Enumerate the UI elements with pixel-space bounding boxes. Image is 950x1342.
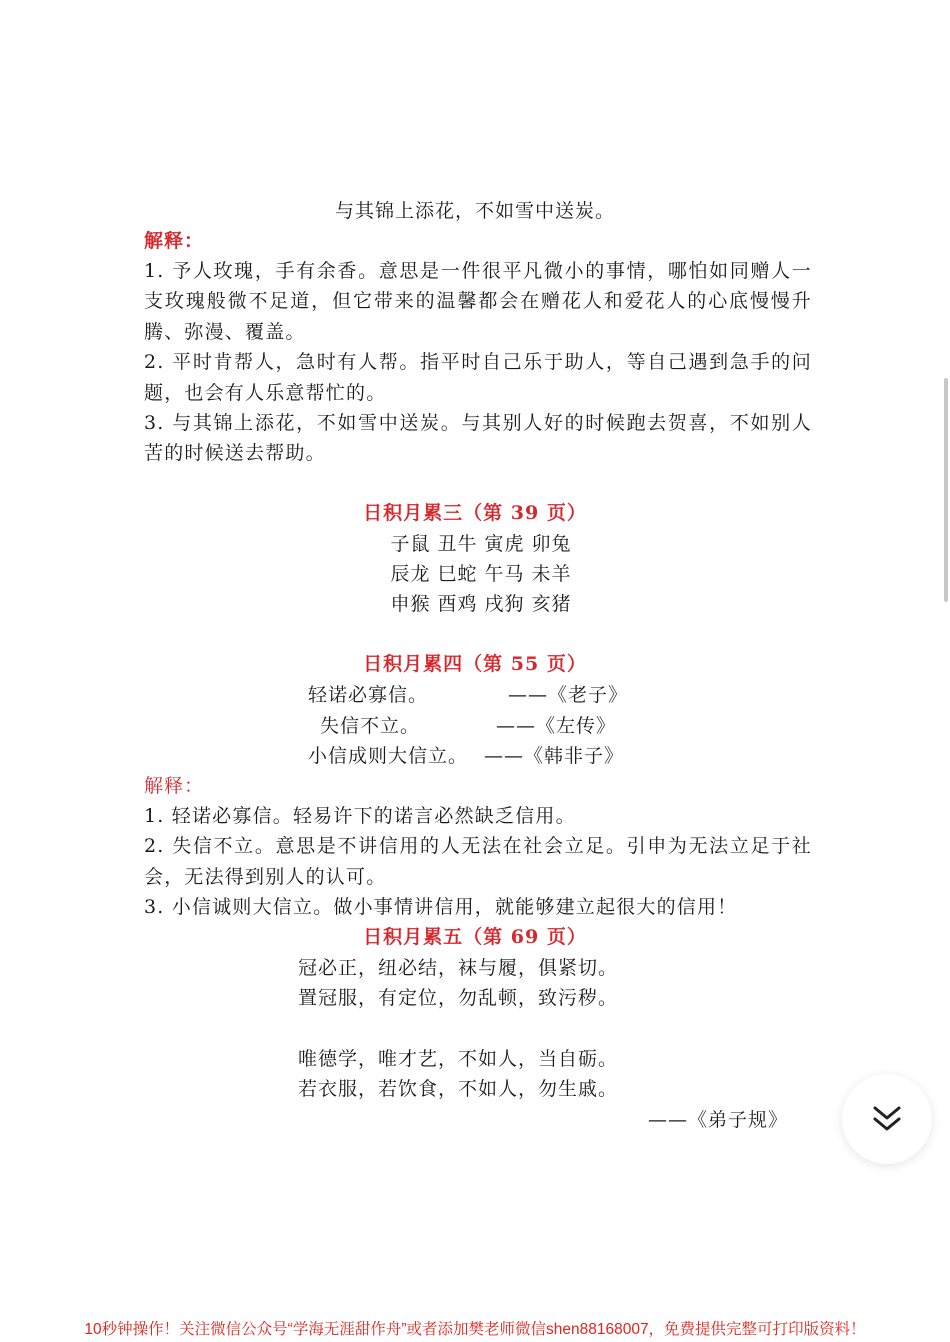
explanation-block-1 — [144, 256, 812, 469]
scrollbar[interactable] — [944, 378, 948, 602]
classic-source: ——《弟子规》 — [648, 1109, 789, 1131]
explanation-item: 1. 轻诺必寡信。轻易许下的诺言必然缺乏信用。 — [144, 805, 576, 827]
quote-text: 失信不立。 — [320, 715, 421, 737]
explanation-label-2: 解释： — [144, 775, 205, 797]
promo-footer: 10秒钟操作！关注微信公众号“学海无涯甜作舟”或者添加樊老师微信shen88168007，免费提供完整可打印版资料！ — [84, 1321, 866, 1338]
classic-line: 冠必正，纽必结，袜与履，俱紧切。 — [298, 957, 619, 979]
explanation-block-2 — [144, 801, 812, 923]
classic-line: 置冠服，有定位，勿乱顿，致污秽。 — [298, 987, 619, 1009]
top-quote-line: 与其锦上添花，不如雪中送炭。 — [334, 200, 615, 222]
zodiac-line: 辰龙 巳蛇 午马 未羊 — [390, 563, 572, 585]
quote-text: 小信成则大信立。 — [308, 745, 469, 767]
explanation-item: 1. 予人玫瑰，手有余香。意思是一件很平凡微小的事情，哪怕如同赠人一支玫瑰般微不足道，但它带来的温馨都会在赠花人和爱花人的心底慢慢升腾、弥漫、覆盖。 — [144, 260, 812, 343]
quote-source: ——《韩非子》 — [484, 745, 625, 767]
quote-source: ——《老子》 — [508, 684, 629, 706]
zodiac-line: 子鼠 丑牛 寅虎 卯兔 — [390, 533, 572, 555]
section-heading-5: 日积月累五（第 69 页） — [363, 926, 587, 948]
classic-line: 若衣服，若饮食，不如人，勿生戚。 — [298, 1078, 619, 1100]
quote-text: 轻诺必寡信。 — [308, 684, 429, 706]
double-chevron-down-icon — [871, 1103, 903, 1135]
explanation-item: 2. 失信不立。意思是不讲信用的人无法在社会立足。引申为无法立足于社会，无法得到别人的认可。 — [144, 835, 812, 888]
explanation-label-1: 解释： — [144, 230, 205, 252]
explanation-item: 2. 平时肯帮人，急时有人帮。指平时自己乐于助人，等自己遇到急手的问题，也会有人乐意帮忙的。 — [144, 351, 812, 404]
explanation-item: 3. 与其锦上添花，不如雪中送炭。与其别人好的时候跑去贺喜，不如别人苦的时候送去帮助。 — [144, 412, 812, 465]
classic-line: 唯德学，唯才艺，不如人，当自砺。 — [298, 1048, 619, 1070]
explanation-item: 3. 小信诚则大信立。做小事情讲信用，就能够建立起很大的信用！ — [144, 896, 738, 919]
quote-source: ——《左传》 — [496, 715, 617, 737]
section-heading-4: 日积月累四（第 55 页） — [363, 653, 587, 675]
scroll-down-button[interactable] — [842, 1074, 932, 1164]
section-heading-3: 日积月累三（第 39 页） — [363, 502, 587, 524]
zodiac-line: 申猴 酉鸡 戌狗 亥猪 — [390, 593, 572, 615]
